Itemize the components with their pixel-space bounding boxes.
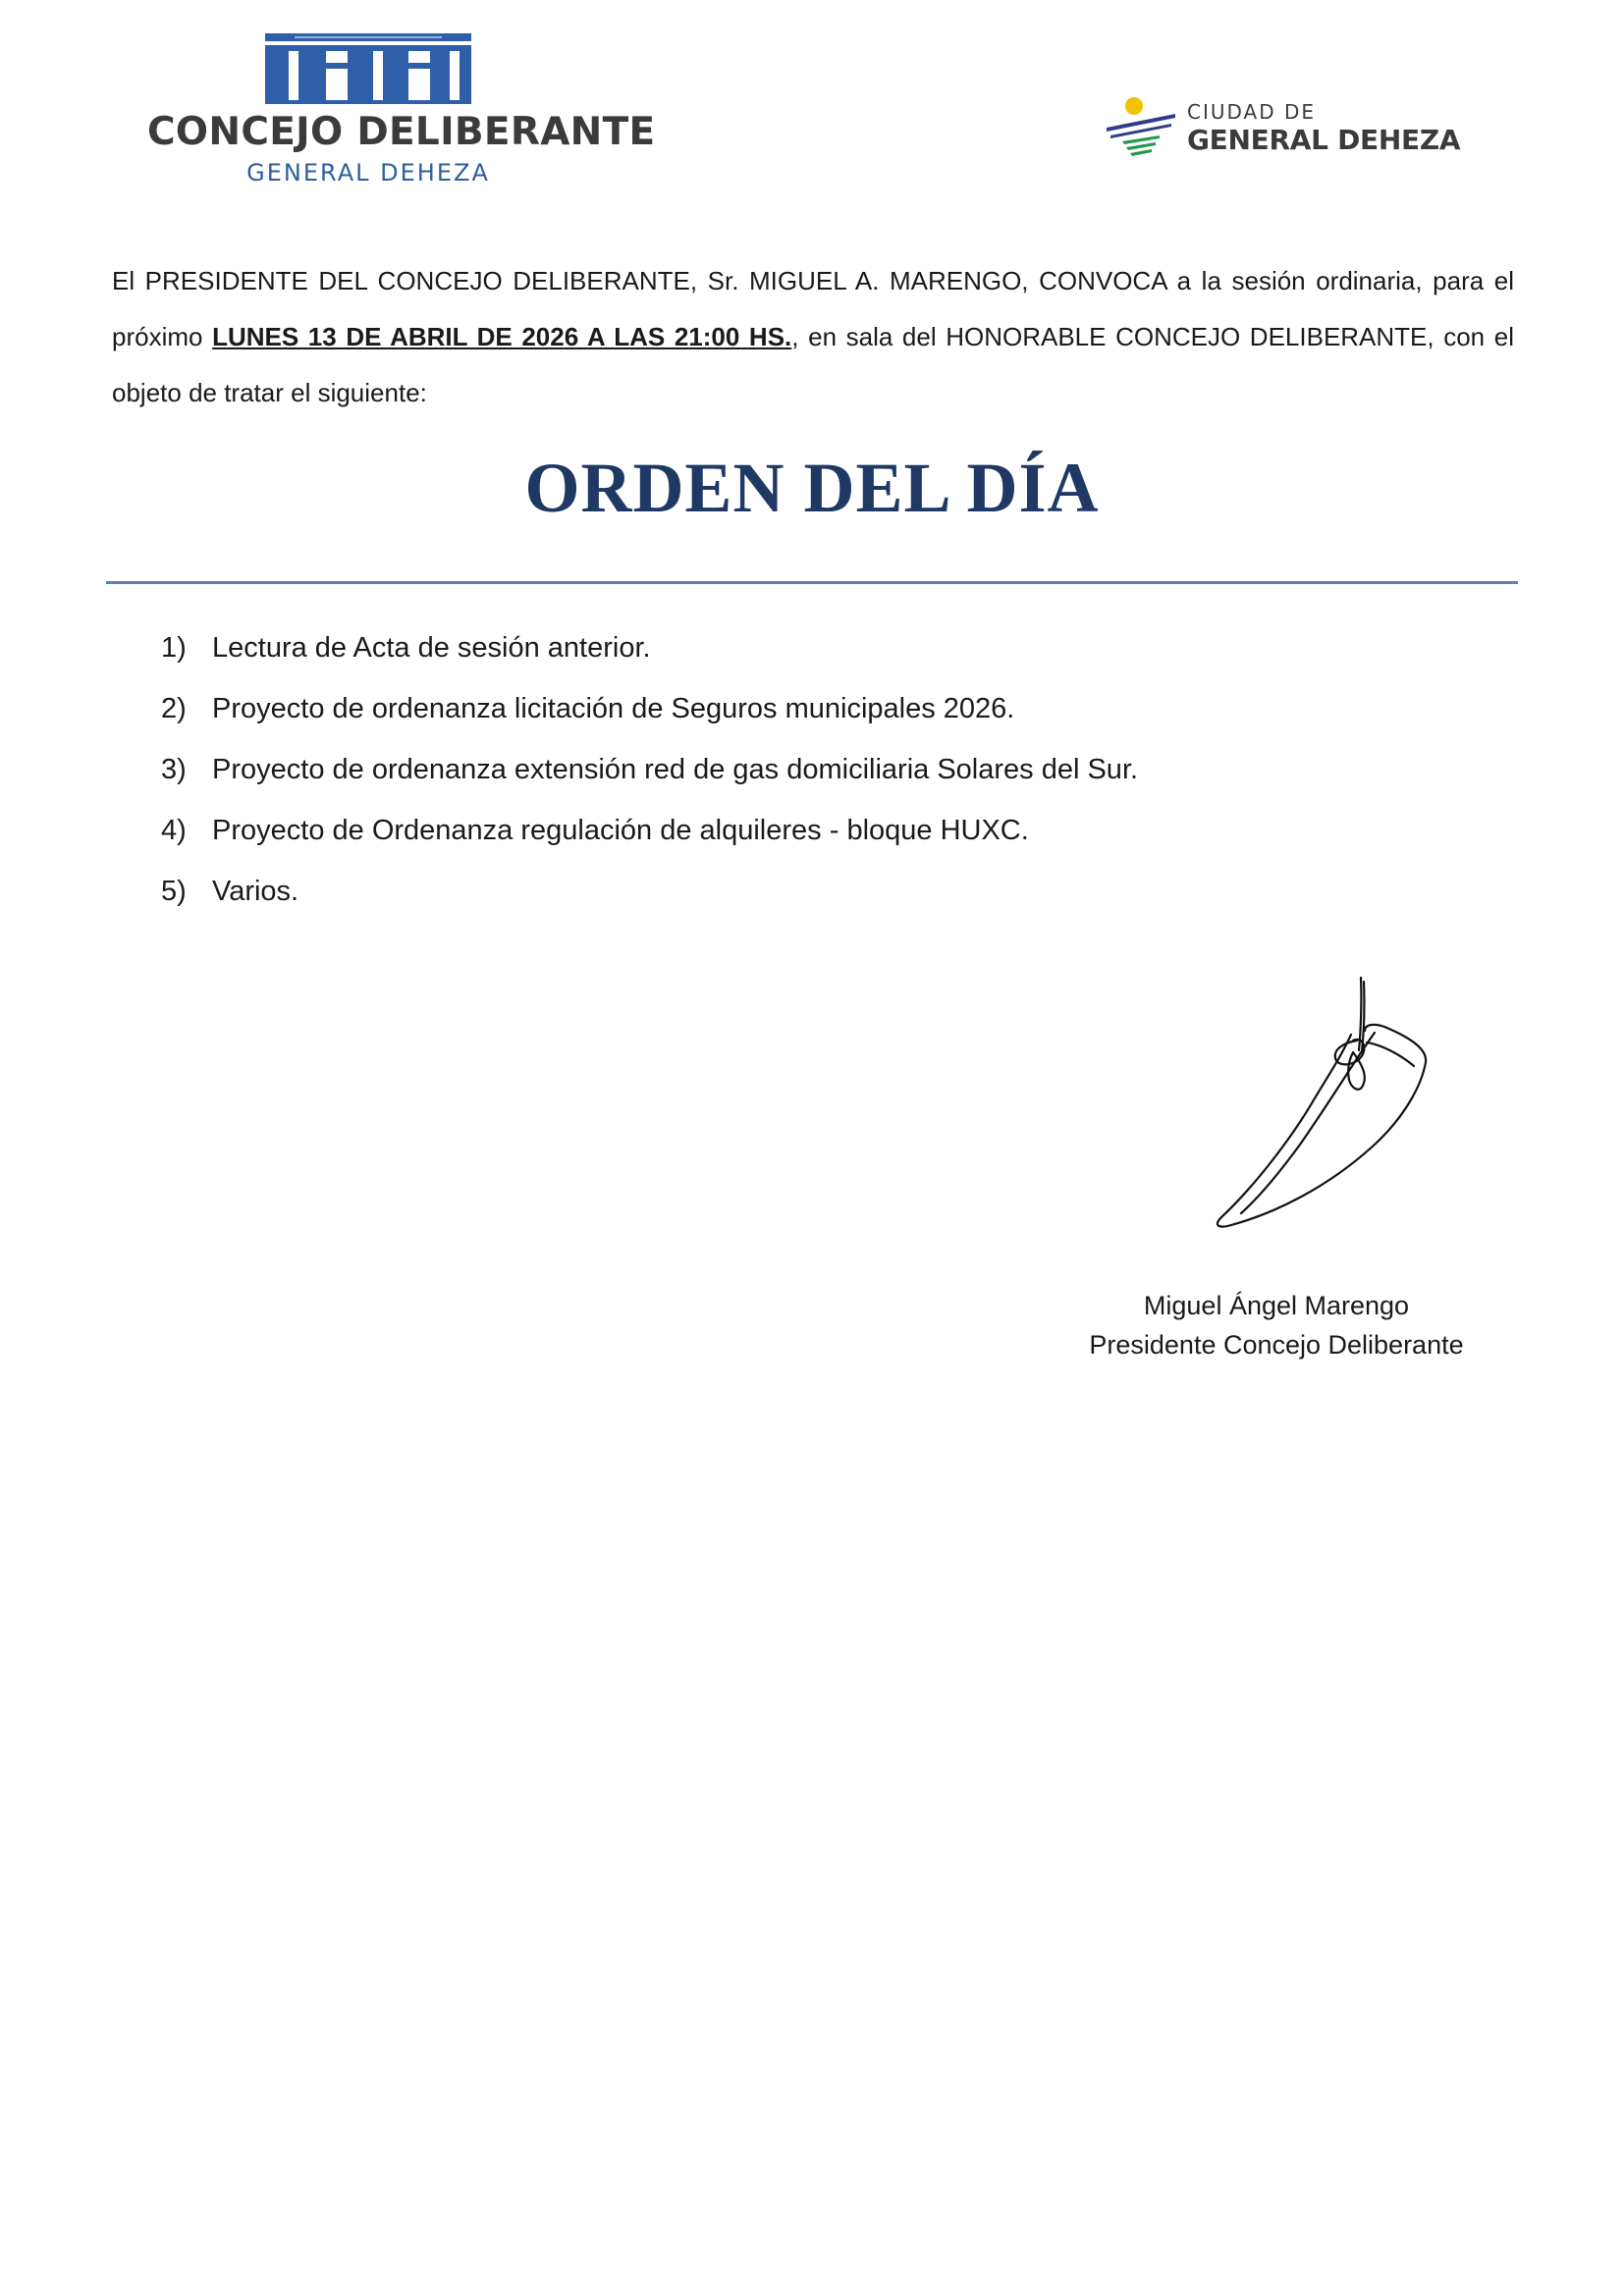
agenda-item-number: 2) xyxy=(161,693,187,724)
logo-city-label: CIUDAD DE xyxy=(1187,100,1317,124)
agenda-item-number: 4) xyxy=(161,815,187,846)
agenda-item xyxy=(161,807,1138,868)
agenda-item xyxy=(161,685,1138,746)
convocation-paragraph xyxy=(112,253,1514,421)
intro-text-2: , en sala del HONORABLE CONCEJO DELIBERANTE, con el objeto de tratar el siguiente: xyxy=(112,322,1514,407)
signer-role: Presidente Concejo Deliberante xyxy=(1089,1330,1464,1360)
agenda-item-text: Varios. xyxy=(212,876,299,907)
agenda-item-text: Proyecto de ordenanza licitación de Seguros municipales 2026. xyxy=(212,693,1015,724)
agenda-item-text: Lectura de Acta de sesión anterior. xyxy=(212,632,651,664)
agenda-item-number: 5) xyxy=(161,876,187,907)
logo-title: CONCEJO DELIBERANTE xyxy=(147,110,656,154)
page-title: ORDEN DEL DÍA xyxy=(524,449,1100,527)
agenda-item xyxy=(161,624,1138,685)
agenda-item xyxy=(161,746,1138,807)
agenda-item xyxy=(161,868,1138,929)
concejo-deliberante-logo xyxy=(147,33,656,190)
ciudad-general-deheza-logo xyxy=(1105,94,1461,163)
handwritten-signature xyxy=(1178,972,1453,1247)
intro-text-1: El PRESIDENTE DEL CONCEJO DELIBERANTE, Sr. MIGUEL A. MARENGO, CONVOCA a la sesión ordinaria, para el próximo xyxy=(112,266,1514,351)
agenda-item-text: Proyecto de ordenanza extensión red de gas domiciliaria Solares del Sur. xyxy=(212,754,1139,785)
building-icon xyxy=(265,33,471,104)
logo-city-name: GENERAL DEHEZA xyxy=(1187,124,1461,156)
title-divider xyxy=(106,581,1518,584)
session-date-time: LUNES 13 DE ABRIL DE 2026 A LAS 21:00 HS. xyxy=(212,322,792,351)
agenda-item-text: Proyecto de Ordenanza regulación de alquileres - bloque HUXC. xyxy=(212,815,1029,846)
agenda-list xyxy=(161,624,1138,929)
city-emblem-icon xyxy=(1105,94,1183,163)
agenda-item-number: 3) xyxy=(161,754,187,785)
logo-subtitle: GENERAL DEHEZA xyxy=(246,159,490,187)
signer-name: Miguel Ángel Marengo xyxy=(1143,1291,1410,1320)
agenda-item-number: 1) xyxy=(161,632,187,664)
signer-block xyxy=(1031,1286,1522,1364)
